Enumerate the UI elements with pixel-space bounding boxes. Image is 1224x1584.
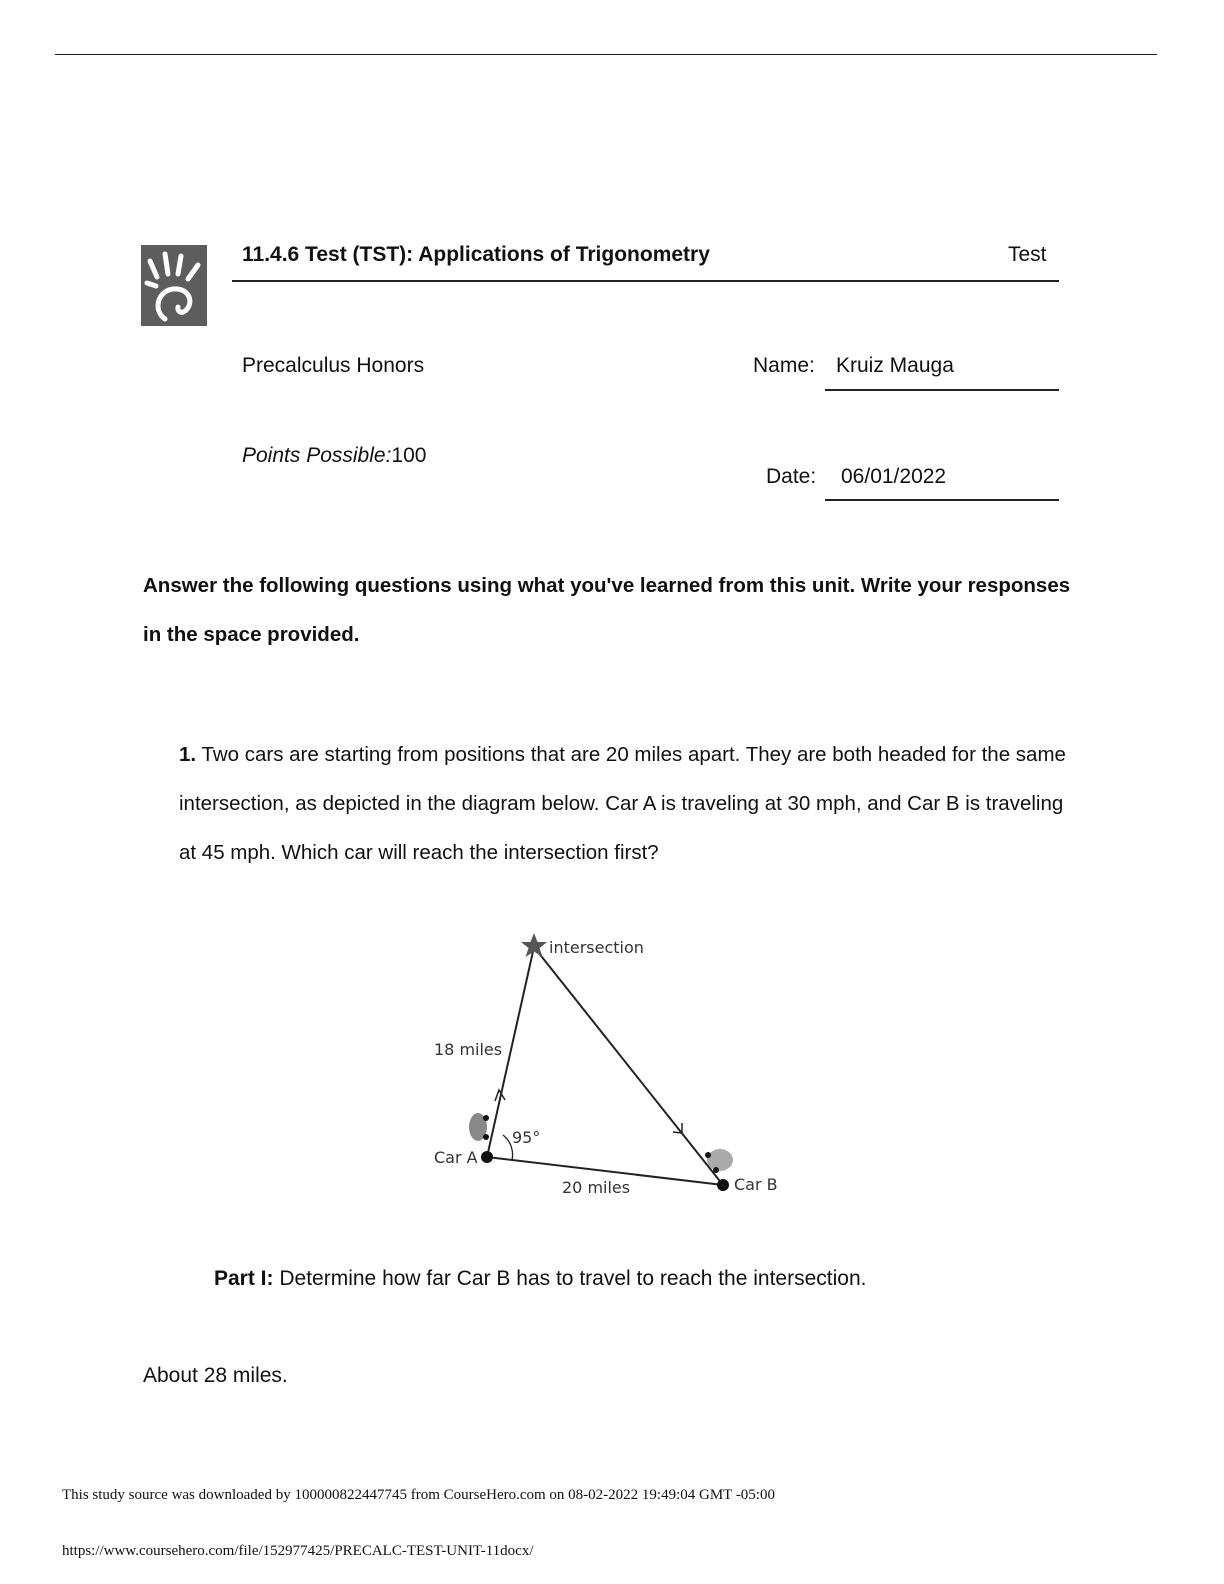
points-label: Points Possible: <box>242 444 392 467</box>
part-1-label: Part I: <box>214 1267 274 1290</box>
points-value: 100 <box>391 444 427 467</box>
test-title: 11.4.6 Test (TST): Applications of Trigonometry <box>242 243 710 266</box>
question-number: 1. <box>179 743 197 766</box>
points-possible <box>242 444 426 468</box>
triangle-diagram <box>420 925 800 1215</box>
instructions: Answer the following questions using what you've learned from this unit. Write your responses in the space provided. <box>143 574 1071 646</box>
intersection-label: intersection <box>549 938 644 957</box>
question-1 <box>179 730 1074 877</box>
name-label: Name: <box>753 354 815 377</box>
download-notice: This study source was downloaded by 100000822447745 from CourseHero.com on 08-02-2022 19:49:04 GMT -05:00 <box>62 1487 775 1503</box>
test-type-label: Test <box>1008 243 1047 266</box>
question-text: Two cars are starting from positions that are 20 miles apart. They are both headed for the same intersection, as depicted in the diagram below. Car A is traveling at 30 mph, and Car B is traveling at 45 mph. Which car will reach the intersection first? <box>179 743 1066 864</box>
base-label: 20 miles <box>562 1178 631 1197</box>
part-1-prompt <box>214 1267 866 1291</box>
header-divider <box>232 280 1059 282</box>
logo-icon <box>141 245 207 326</box>
source-url[interactable]: https://www.coursehero.com/file/152977425/PRECALC-TEST-UNIT-11docx/ <box>62 1543 534 1559</box>
date-underline <box>825 499 1059 501</box>
top-divider <box>55 54 1157 55</box>
angle-label: 95° <box>512 1128 541 1147</box>
car-b-label: Car B <box>734 1175 778 1194</box>
part-1-answer: About 28 miles. <box>143 1364 288 1387</box>
course-name: Precalculus Honors <box>242 354 425 377</box>
name-field[interactable]: Kruiz Mauga <box>836 354 954 377</box>
car-a-label: Car A <box>434 1148 478 1167</box>
name-underline <box>825 389 1059 391</box>
part-1-text: Determine how far Car B has to travel to reach the intersection. <box>279 1267 867 1290</box>
date-label: Date: <box>766 465 817 488</box>
side-a-label: 18 miles <box>434 1040 503 1059</box>
date-field[interactable]: 06/01/2022 <box>841 465 947 488</box>
